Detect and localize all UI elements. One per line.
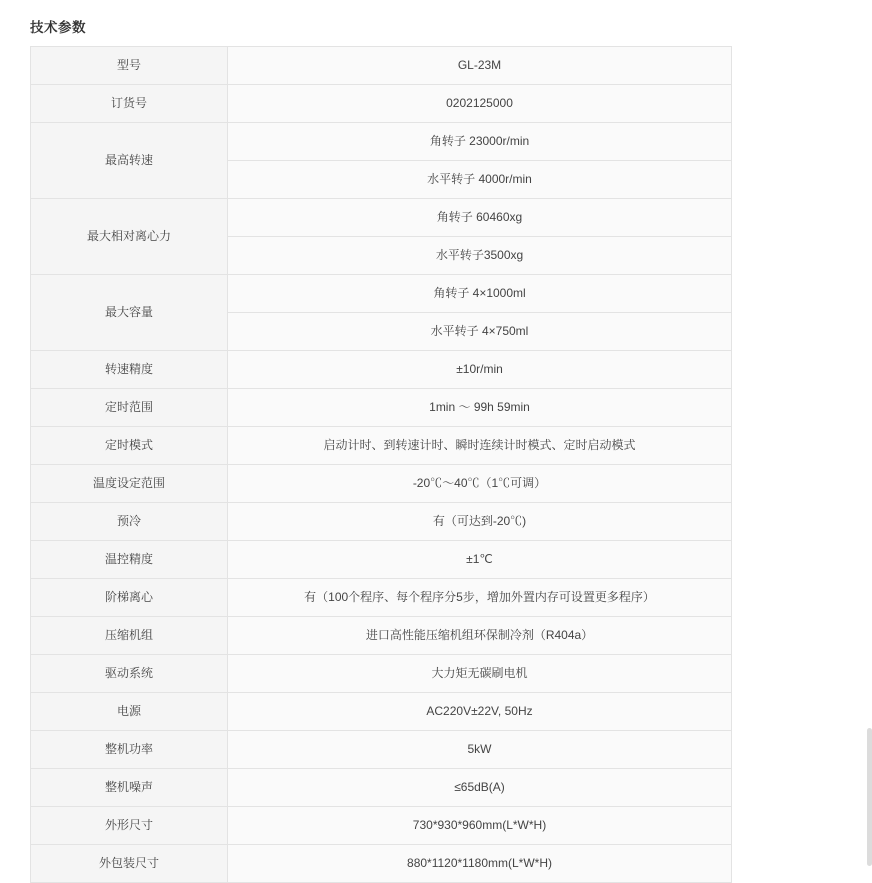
spec-value-cell <box>228 351 732 389</box>
spec-value-text: 水平转子 4×750ml <box>430 324 529 339</box>
spec-value-cell <box>228 541 732 579</box>
table-row <box>31 769 732 807</box>
table-row <box>31 579 732 617</box>
spec-value-cell <box>228 807 732 845</box>
spec-value-cell <box>228 693 732 731</box>
spec-value-cell <box>228 161 732 199</box>
spec-value-text: 1min ～ 99h 59min <box>429 400 530 415</box>
spec-value-cell <box>228 313 732 351</box>
spec-label-text: 整机噪声 <box>104 780 153 795</box>
spec-label-text: 整机功率 <box>104 742 153 757</box>
page-title: 技术参数 <box>30 20 86 35</box>
spec-label-cell <box>31 465 228 503</box>
spec-value-text: 730*930*960mm(L*W*H) <box>412 818 547 833</box>
spec-label-cell <box>31 85 228 123</box>
table-row <box>31 541 732 579</box>
table-row <box>31 465 732 503</box>
table-row <box>31 845 732 883</box>
spec-value-cell <box>228 123 732 161</box>
spec-label-cell <box>31 693 228 731</box>
spec-label-text: 最大相对离心力 <box>86 229 171 244</box>
table-row <box>31 655 732 693</box>
spec-label-text: 预冷 <box>116 514 141 529</box>
spec-label-cell <box>31 655 228 693</box>
spec-value-text: GL-23M <box>457 58 502 73</box>
spec-label-cell <box>31 617 228 655</box>
spec-value-cell <box>228 275 732 313</box>
spec-value-text: 5kW <box>467 742 492 757</box>
spec-value-text: 角转子 23000r/min <box>429 134 530 149</box>
table-row <box>31 693 732 731</box>
spec-value-cell <box>228 503 732 541</box>
table-row <box>31 275 732 313</box>
spec-label-cell <box>31 47 228 85</box>
spec-label-cell <box>31 579 228 617</box>
spec-value-text: 启动计时、到转速计时、瞬时连续计时模式、定时启动模式 <box>323 438 636 453</box>
spec-label-text: 转速精度 <box>104 362 153 377</box>
spec-table-body <box>31 47 732 883</box>
table-row <box>31 617 732 655</box>
spec-label-text: 阶梯离心 <box>104 590 153 605</box>
spec-label-text: 驱动系统 <box>104 666 153 681</box>
spec-label-text: 最大容量 <box>104 305 153 320</box>
spec-value-text: 进口高性能压缩机组环保制冷剂（R404a） <box>365 628 594 643</box>
spec-value-text: ≤65dB(A) <box>454 780 505 795</box>
spec-label-text: 温控精度 <box>104 552 153 567</box>
spec-label-cell <box>31 123 228 199</box>
spec-label-cell <box>31 845 228 883</box>
table-row <box>31 503 732 541</box>
spec-label-cell <box>31 807 228 845</box>
spec-label-text: 最高转速 <box>104 153 153 168</box>
spec-value-cell <box>228 427 732 465</box>
spec-value-cell <box>228 769 732 807</box>
spec-value-cell <box>228 389 732 427</box>
spec-label-cell <box>31 503 228 541</box>
spec-value-cell <box>228 655 732 693</box>
spec-label-cell <box>31 731 228 769</box>
table-row <box>31 389 732 427</box>
spec-value-cell <box>228 731 732 769</box>
table-row <box>31 85 732 123</box>
spec-label-cell <box>31 351 228 389</box>
spec-value-cell <box>228 199 732 237</box>
spec-label-text: 定时模式 <box>104 438 153 453</box>
spec-label-text: 外形尺寸 <box>104 818 153 833</box>
table-row <box>31 351 732 389</box>
table-row <box>31 199 732 237</box>
table-row <box>31 427 732 465</box>
spec-label-text: 温度设定范围 <box>92 476 165 491</box>
spec-value-text: AC220V±22V, 50Hz <box>426 704 533 719</box>
spec-value-text: 水平转子 4000r/min <box>427 172 532 187</box>
spec-value-cell <box>228 579 732 617</box>
spec-label-text: 型号 <box>116 58 141 73</box>
scrollbar[interactable] <box>867 728 872 866</box>
spec-value-cell <box>228 47 732 85</box>
spec-label-text: 定时范围 <box>104 400 153 415</box>
spec-value-cell <box>228 465 732 503</box>
spec-label-cell <box>31 541 228 579</box>
spec-value-text: 有（100个程序、每个程序分5步，增加外置内存可设置更多程序） <box>304 590 655 605</box>
spec-label-cell <box>31 199 228 275</box>
table-row <box>31 123 732 161</box>
table-row <box>31 731 732 769</box>
spec-label-text: 外包装尺寸 <box>98 856 159 871</box>
spec-value-text: 角转子 60460xg <box>436 210 523 225</box>
spec-value-text: 水平转子3500xg <box>435 248 524 263</box>
table-row <box>31 807 732 845</box>
spec-label-cell <box>31 427 228 465</box>
spec-label-text: 压缩机组 <box>104 628 153 643</box>
spec-label-cell <box>31 769 228 807</box>
table-row <box>31 47 732 85</box>
spec-label-text: 电源 <box>116 704 141 719</box>
spec-label-cell <box>31 275 228 351</box>
spec-value-cell <box>228 85 732 123</box>
spec-value-cell <box>228 845 732 883</box>
spec-value-text: -20℃～40℃（1℃可调） <box>412 476 547 491</box>
spec-value-text: 880*1120*1180mm(L*W*H) <box>407 856 552 871</box>
spec-value-text: 角转子 4×1000ml <box>433 286 526 301</box>
spec-value-cell <box>228 617 732 655</box>
spec-value-text: 大力矩无碳刷电机 <box>431 666 528 681</box>
spec-value-text: ±1℃ <box>466 552 493 567</box>
spec-value-text: 有（可达到-20℃) <box>432 514 527 529</box>
spec-value-text: 0202125000 <box>446 96 513 111</box>
spec-label-cell <box>31 389 228 427</box>
spec-table <box>30 46 732 883</box>
spec-label-text: 订货号 <box>110 96 147 111</box>
spec-value-cell <box>228 237 732 275</box>
spec-value-text: ±10r/min <box>456 362 503 377</box>
